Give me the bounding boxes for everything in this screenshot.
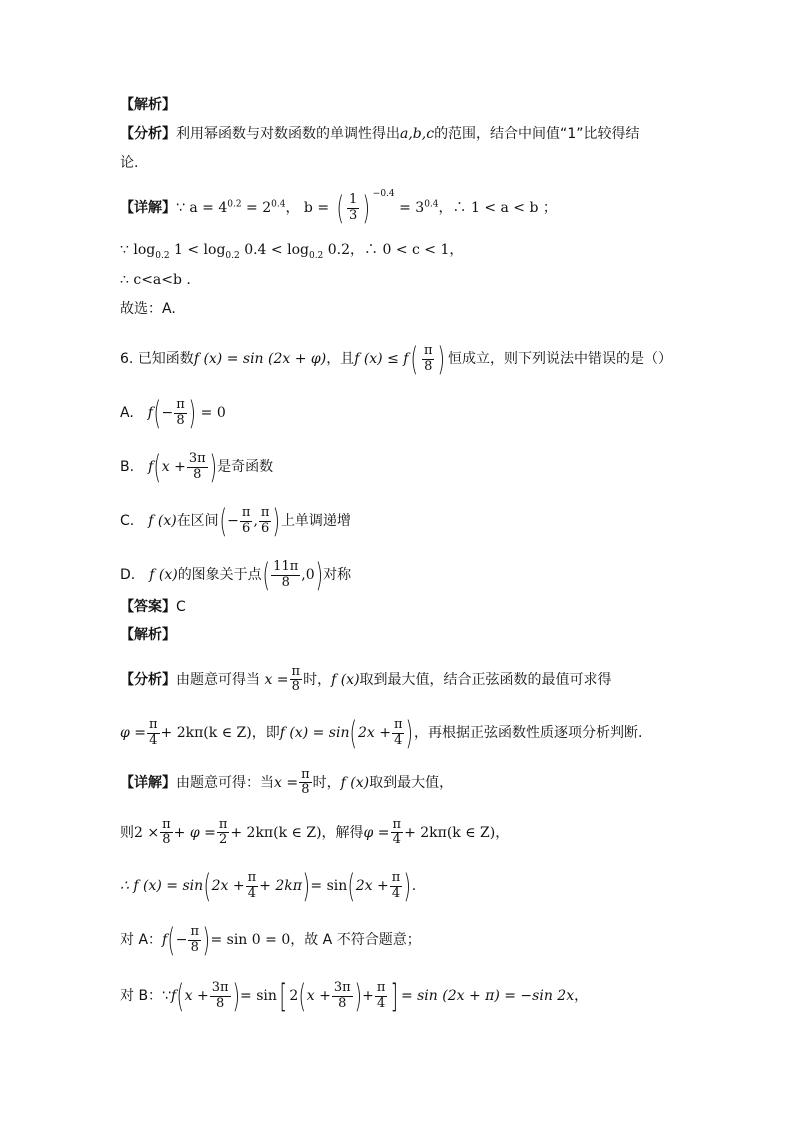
- inner-b: + 2kπ: [259, 878, 302, 894]
- paren-open: (: [347, 867, 356, 905]
- detail2-line-A: [120, 921, 421, 959]
- detail2-line-1: [120, 768, 453, 798]
- option-func: f (x): [149, 567, 178, 583]
- frac-den: 8: [281, 574, 290, 590]
- conclusion: ，∴ 1 < a < b ；: [438, 200, 557, 216]
- paren-open: (: [153, 394, 161, 432]
- two: 2: [289, 988, 299, 1004]
- bracket-close: ]: [390, 977, 399, 1015]
- frac-2: [392, 718, 405, 748]
- frac-num: π: [393, 717, 403, 733]
- text-2: ，再根据正弦函数性质逐项分析判断.: [413, 725, 643, 741]
- text: ，即: [251, 725, 280, 741]
- option-frac-1: [240, 506, 253, 536]
- frac-den: 6: [242, 520, 251, 536]
- option-a[interactable]: [120, 394, 226, 432]
- choice-line: [120, 302, 176, 316]
- analysis-label: 【分析】: [120, 126, 176, 142]
- section-jiexi-1: [120, 98, 176, 112]
- option-func: f: [147, 405, 153, 421]
- analysis-text: 由题意可得当: [176, 671, 260, 688]
- frac-den: 6: [261, 520, 270, 536]
- case-label: 对 B：∵: [120, 988, 171, 1004]
- log-3: 0.4 < log: [239, 242, 309, 258]
- text-2: 时，: [312, 774, 341, 791]
- option-label: A.: [120, 405, 134, 421]
- x-eq: x =: [274, 774, 299, 791]
- frac-num: 3π: [333, 980, 351, 996]
- because-symbol: ∵: [176, 200, 185, 216]
- frac-den: 8: [162, 832, 171, 848]
- expr-4: + 2kπ(k ∈ Z): [404, 824, 496, 841]
- text-3: ，: [495, 824, 510, 841]
- func: f: [162, 932, 168, 948]
- x-eq: x =: [264, 671, 289, 688]
- option-tail: ,0: [301, 567, 315, 583]
- frac: [188, 925, 201, 955]
- paren-open: (: [298, 977, 307, 1015]
- frac-num: π: [423, 343, 433, 359]
- frac-1: [210, 981, 231, 1011]
- frac-den: 8: [291, 679, 300, 695]
- frac-den: 8: [176, 412, 185, 428]
- paren-open: (: [167, 921, 176, 959]
- case-label: 对 A：: [120, 932, 163, 948]
- option-label: B.: [120, 459, 135, 475]
- a-eq: = 2: [241, 200, 272, 216]
- frac-2: [217, 818, 230, 848]
- log-sub-1: 0.2: [155, 250, 170, 261]
- question-stem-1: 已知函数: [137, 351, 194, 367]
- inner-2: x +: [306, 988, 331, 1004]
- frac-den: 4: [377, 995, 386, 1011]
- frac-den: 8: [338, 995, 347, 1011]
- heading-text: 【解析】: [120, 627, 176, 643]
- frac-den: 4: [392, 832, 401, 848]
- frac-num: π: [190, 924, 199, 940]
- paren-close: ): [354, 977, 362, 1015]
- comma: ，: [574, 988, 589, 1004]
- phi-eq: φ =: [363, 824, 390, 841]
- option-d[interactable]: [120, 556, 352, 594]
- heading-text: 【解析】: [120, 97, 176, 113]
- option-c[interactable]: [120, 502, 351, 540]
- bracket-open: [: [279, 977, 287, 1015]
- frac-den: 4: [149, 732, 158, 748]
- b-exp: −0.4: [372, 189, 395, 200]
- option-func: f: [148, 459, 154, 475]
- frac-1: [246, 871, 259, 901]
- order-text: ∴ c<a<b .: [120, 272, 191, 288]
- option-func: f (x): [148, 513, 177, 529]
- frac: [299, 768, 312, 798]
- detail-label: 【详解】: [120, 200, 176, 216]
- expr: = sin (2x + π) = −sin 2x: [400, 988, 575, 1004]
- option-mid: 的图象关于点: [177, 567, 262, 583]
- frac-num: π: [291, 664, 301, 679]
- frac-2: [390, 871, 403, 901]
- option-post: 是奇函数: [217, 459, 274, 475]
- paren-close: ): [403, 867, 412, 905]
- option-label: C.: [120, 513, 135, 529]
- comma: ,: [253, 513, 258, 529]
- minus: −: [175, 932, 188, 948]
- frac-den: 4: [391, 885, 401, 901]
- answer-line: [120, 600, 186, 614]
- expr: 2 ×: [134, 824, 160, 841]
- frac-den: 8: [193, 466, 202, 482]
- detail2-line-B: [120, 977, 589, 1015]
- analysis-text-3: 论.: [120, 155, 139, 171]
- paren-open: (: [262, 556, 270, 594]
- log-2: 1 < log: [169, 242, 226, 258]
- a-base: a = 4: [189, 200, 228, 216]
- frac-num: π: [247, 870, 257, 886]
- paren-close: ): [315, 556, 323, 594]
- phi-eq: φ =: [120, 725, 146, 741]
- analysis-line-2: [120, 156, 138, 170]
- paren-close: ): [437, 340, 446, 378]
- frac-den: 3: [349, 207, 358, 223]
- eq-sin: = sin: [240, 988, 277, 1004]
- a-exp: 0.2: [227, 199, 242, 210]
- frac-num: π: [391, 870, 401, 886]
- log-4: 0.2，∴ 0 < c < 1，: [323, 242, 464, 258]
- minus: −: [227, 513, 239, 529]
- paren-open: (: [203, 867, 212, 905]
- log-sub-3: 0.2: [308, 250, 324, 261]
- frac-den: 8: [215, 995, 225, 1011]
- fx: f (x): [340, 774, 370, 791]
- analysis-text-2: 的范围，结合中间值“1”比较得结: [434, 126, 640, 142]
- paren-close: ): [232, 977, 240, 1015]
- analysis-text-2: 时，: [303, 671, 332, 688]
- frac-den: 2: [218, 832, 228, 848]
- option-label: D.: [120, 567, 136, 583]
- frac-1: [160, 818, 173, 848]
- paren-open: (: [219, 502, 227, 540]
- inner: 2x +: [357, 725, 391, 741]
- paren-open: (: [410, 340, 419, 378]
- option-b[interactable]: [120, 448, 274, 486]
- frac-num: π: [260, 505, 270, 521]
- frac-2: [332, 981, 353, 1011]
- question-stem-3: 恒成立，则下列说法中错误的是（）: [447, 351, 672, 367]
- func: f: [170, 988, 177, 1004]
- option-inner: x +: [161, 459, 186, 475]
- paren-close: ): [272, 502, 281, 540]
- paren-close: ): [362, 189, 371, 227]
- option-post: 对称: [323, 567, 352, 583]
- option-post: 上单调递增: [280, 513, 351, 529]
- option-frac: [187, 452, 208, 482]
- frac-3: [375, 981, 388, 1011]
- frac-den: 8: [190, 939, 199, 955]
- choice-text: 故选：A.: [120, 301, 176, 317]
- inner: x +: [184, 988, 209, 1004]
- comma: ，: [285, 200, 300, 216]
- answer-label: 【答案】: [120, 599, 176, 615]
- frac-num: π: [301, 767, 310, 782]
- expr-2: + φ =: [173, 824, 216, 841]
- option-frac-2: [259, 506, 272, 536]
- frac-den: 8: [301, 782, 310, 798]
- paren-close: ): [209, 448, 217, 486]
- minus: −: [161, 405, 174, 421]
- frac: [147, 718, 160, 748]
- frac-num: 3π: [188, 451, 206, 467]
- inner: 2x +: [211, 878, 245, 894]
- fx: f (x): [331, 671, 360, 688]
- log-sub-2: 0.2: [225, 250, 240, 261]
- detail-line-1: [120, 189, 557, 227]
- paren-open: (: [176, 977, 185, 1015]
- question-number: 6.: [120, 351, 134, 367]
- frac-den: 4: [247, 885, 256, 901]
- analysis-text-3: 取到最大值，结合正弦函数的最值可求得: [359, 671, 612, 688]
- a-expr: [189, 200, 285, 216]
- analysis-text: 利用幂函数与对数函数的单调性得出: [176, 126, 400, 142]
- frac-num: π: [376, 980, 386, 996]
- text-2: ，解得: [321, 824, 364, 841]
- answer-value: C: [176, 599, 186, 615]
- vars: a,b,c: [400, 126, 435, 142]
- section-jiexi-2: [120, 628, 176, 642]
- analysis2-line-2: [120, 714, 643, 752]
- frac-num: π: [162, 817, 171, 832]
- analysis-line-1: [120, 127, 639, 141]
- b-frac: [347, 193, 359, 223]
- frac-3: [391, 818, 404, 848]
- frac: [290, 665, 303, 695]
- paren-close: ): [302, 867, 310, 905]
- frac-num: 11π: [273, 559, 299, 575]
- option-frac: [174, 398, 187, 428]
- a-exp2: 0.4: [271, 199, 286, 210]
- frac-num: π: [148, 717, 158, 733]
- text-3: 取到最大值，: [369, 774, 454, 791]
- paren-open: (: [349, 714, 358, 752]
- option-frac: [271, 560, 300, 590]
- question-6: [120, 340, 672, 378]
- b-eq: = 3: [394, 200, 425, 216]
- question-stem-2: ，且: [326, 351, 355, 367]
- detail2-line-3: [120, 867, 417, 905]
- paren-open: (: [153, 448, 162, 486]
- fx-eq: ∴ f (x) = sin: [120, 878, 204, 894]
- paren-close: ): [202, 921, 210, 959]
- detail2-line-2: [120, 818, 509, 848]
- paren-close: ): [405, 714, 414, 752]
- option-post: = 0: [196, 405, 226, 421]
- fx-eq: f (x) = sin: [279, 725, 350, 741]
- paren-close: ): [188, 394, 196, 432]
- frac-den: 8: [424, 358, 433, 374]
- plus: +: [362, 988, 374, 1004]
- frac-num: π: [176, 397, 185, 413]
- frac-num: π: [392, 817, 402, 832]
- frac-num: π: [241, 505, 251, 521]
- detail-label: 【详解】: [120, 774, 176, 791]
- analysis-label: 【分析】: [120, 671, 176, 688]
- inner-2: 2x +: [355, 878, 389, 894]
- expr-3: + 2kπ(k ∈ Z): [230, 824, 322, 841]
- frac-num: 3π: [211, 980, 229, 996]
- b-expr: b =: [303, 200, 330, 216]
- frac-den: 4: [394, 732, 403, 748]
- analysis2-line-1: [120, 665, 612, 695]
- text: 则: [120, 824, 134, 841]
- log-1: ∵ log: [120, 242, 156, 258]
- log-line: [120, 242, 464, 261]
- paren-open: (: [336, 189, 344, 227]
- expr: = sin 0 = 0: [210, 932, 291, 948]
- order-line: [120, 273, 191, 287]
- period: .: [411, 878, 417, 894]
- text: 由题意可得：当: [176, 774, 274, 791]
- function-def: f (x) = sin (2x + φ): [193, 351, 327, 367]
- frac-num: π: [218, 817, 228, 832]
- text: ，故 A 不符合题意；: [290, 932, 421, 948]
- eq-sin: = sin: [310, 878, 348, 894]
- inequality: f (x) ≤ f: [354, 351, 409, 367]
- b-exp2: 0.4: [424, 199, 439, 210]
- expr: + 2kπ(k ∈ Z): [160, 725, 252, 741]
- frac-num: 1: [349, 192, 358, 208]
- pi-over-8: [422, 344, 435, 374]
- option-mid: 在区间: [176, 513, 219, 529]
